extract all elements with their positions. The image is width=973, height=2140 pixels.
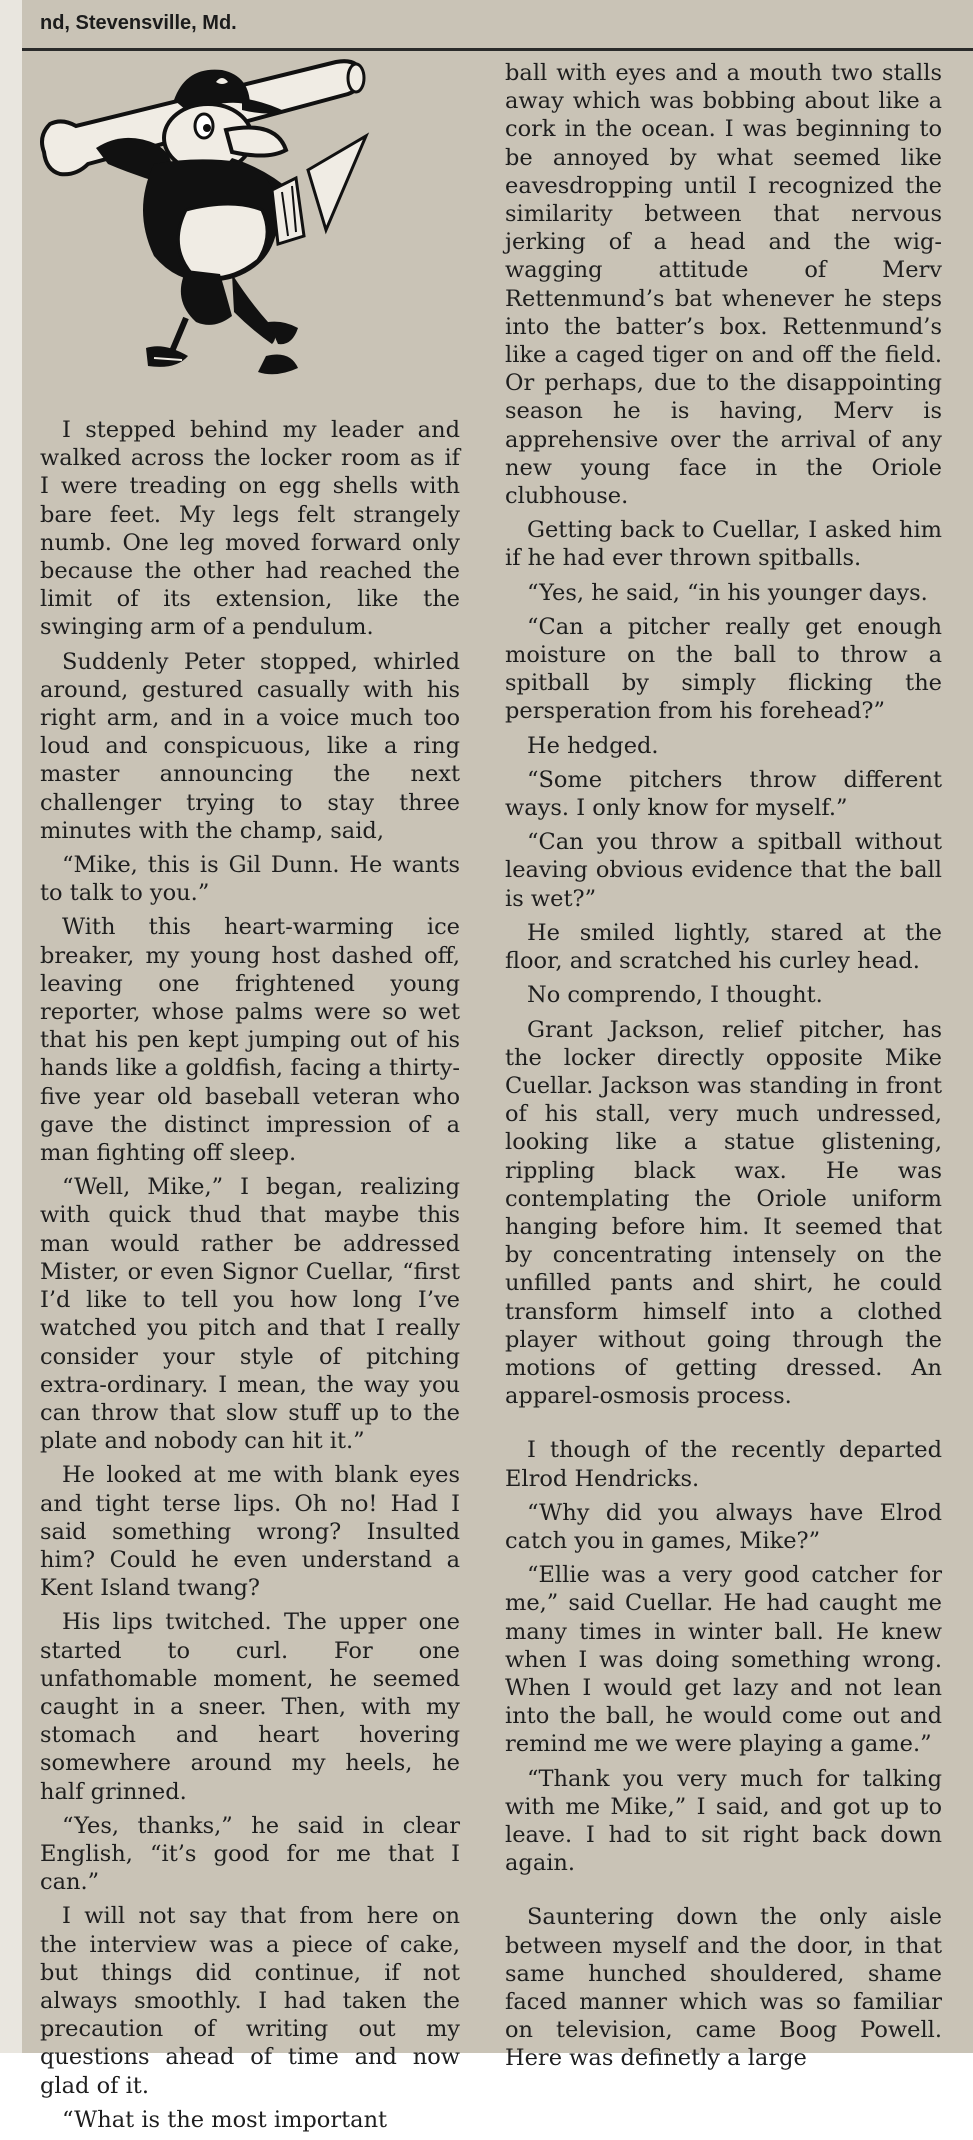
- paragraph: No comprendo, I thought.: [527, 982, 823, 1009]
- paragraph: I will not say that from here on the interview was a piece of cake, but things did continue, if not always smoothly. I had taken the precaution of writing out my questions ahead of time and now glad of it.: [40, 1903, 460, 2099]
- paragraph: Grant Jackson, relief pitcher, has the locker directly opposite Mike Cuellar. Jackson was standing in front of his stall, very much undressed, looking like a statue glistening, rippling black wax. He was contemplating the Oriole uniform hanging before him. It seemed that by concentrating intensely on the unfilled pants and shirt, he could transform himself into a clothed player without going through the motions of getting dressed. An apparel-osmosis process.: [505, 1016, 942, 1410]
- paragraph: Getting back to Cuellar, I asked him if he had ever thrown spitballs.: [505, 517, 942, 572]
- paragraph: Suddenly Peter stopped, whirled around, gestured casually with his right arm, and in a voice much too loud and conspicuous, like a ring master announcing the next challenger trying to stay three minutes with the champ, said,: [40, 648, 460, 844]
- paragraph: “Yes, thanks,” he said in clear English, “it’s good for me that I can.”: [40, 1812, 460, 1896]
- paragraph: He smiled lightly, stared at the floor, and scratched his curley head.: [505, 919, 942, 975]
- paragraph: “Can you throw a spitball without leaving obvious evidence that the ball is wet?”: [505, 829, 942, 912]
- paragraph: “Why did you always have Elrod catch you in games, Mike?”: [505, 1499, 942, 1554]
- paragraph: I stepped behind my leader and walked across the locker room as if I were treading on egg shells with bare feet. My legs felt strangely numb. One leg moved forward only because the other had reached the limit of its extension, like the swinging arm of a pendulum.: [40, 417, 460, 641]
- left-column: [40, 416, 460, 2140]
- paragraph: ball with eyes and a mouth two stalls away which was bobbing about like a cork in the ocean. I was beginning to be annoyed by what seemed like eavesdropping until I recognized the similarity between that nervous jerking of a head and the wig-wagging attitude of Merv Rettenmund’s bat whenever he steps into the batter’s box. Rettenmund’s like a caged tiger on and off the field. Or perhaps, due to the disappointing season he is having, Merv is apprehensive over the arrival of any new young face in the Oriole clubhouse.: [505, 60, 942, 510]
- paragraph: “Well, Mike,” I began, realizing with quick thud that maybe this man would rather be addressed Mister, or even Signor Cuellar, “first I’d like to tell you how long I’ve watched you pitch and that I really consider your style of pitching extra-ordinary. I mean, the way you can throw that slow stuff up to the plate and nobody can hit it.”: [40, 1174, 460, 1455]
- page-edge: [0, 0, 22, 2053]
- paragraph: “Mike, this is Gil Dunn. He wants to talk to you.”: [40, 852, 460, 907]
- paragraph: “Thank you very much for talking with me Mike,” I said, and got up to leave. I had to sit right back down again.: [505, 1765, 942, 1877]
- oriole-bird-logo: [36, 60, 466, 390]
- paragraph: “What is the most important: [62, 2106, 388, 2133]
- header-rule: [22, 48, 973, 51]
- paragraph: Sauntering down the only aisle between myself and the door, in that same hunched shouldered, shame faced manner which was so familiar on television, came Boog Powell. Here was definetly a large: [505, 1904, 942, 2072]
- dateline: nd, Stevensville, Md.: [40, 12, 237, 34]
- paragraph: He looked at me with blank eyes and tight terse lips. Oh no! Had I said something wrong? Insulted him? Could he even understand a Kent Island twang?: [40, 1462, 460, 1602]
- paragraph: I though of the recently departed Elrod Hendricks.: [505, 1437, 942, 1492]
- paragraph: He hedged.: [527, 732, 659, 759]
- paragraph: “Yes, he said, “in his younger days.: [527, 579, 928, 606]
- paragraph: “Some pitchers throw different ways. I only know for myself.”: [505, 766, 942, 822]
- paragraph: With this heart-warming ice breaker, my young host dashed off, leaving one frightened young reporter, whose palms were so wet that his pen kept jumping out of his hands like a goldfish, facing a thirty-five year old baseball veteran who gave the distinct impression of a man fighting off sleep.: [40, 914, 460, 1167]
- paragraph: His lips twitched. The upper one started to curl. For one unfathomable moment, he seemed caught in a sneer. Then, with my stomach and heart hovering somewhere around my heels, he half grinned.: [40, 1609, 460, 1805]
- right-column: [505, 59, 942, 2079]
- paragraph: “Ellie was a very good catcher for me,” said Cuellar. He had caught me many times in winter ball. He knew when I was doing something wrong. When I would get lazy and not lean into the ball, he would come out and remind me we were playing a game.”: [505, 1562, 942, 1758]
- paragraph: “Can a pitcher really get enough moisture on the ball to throw a spitball by simply flicking the persperation from his forehead?”: [505, 613, 942, 725]
